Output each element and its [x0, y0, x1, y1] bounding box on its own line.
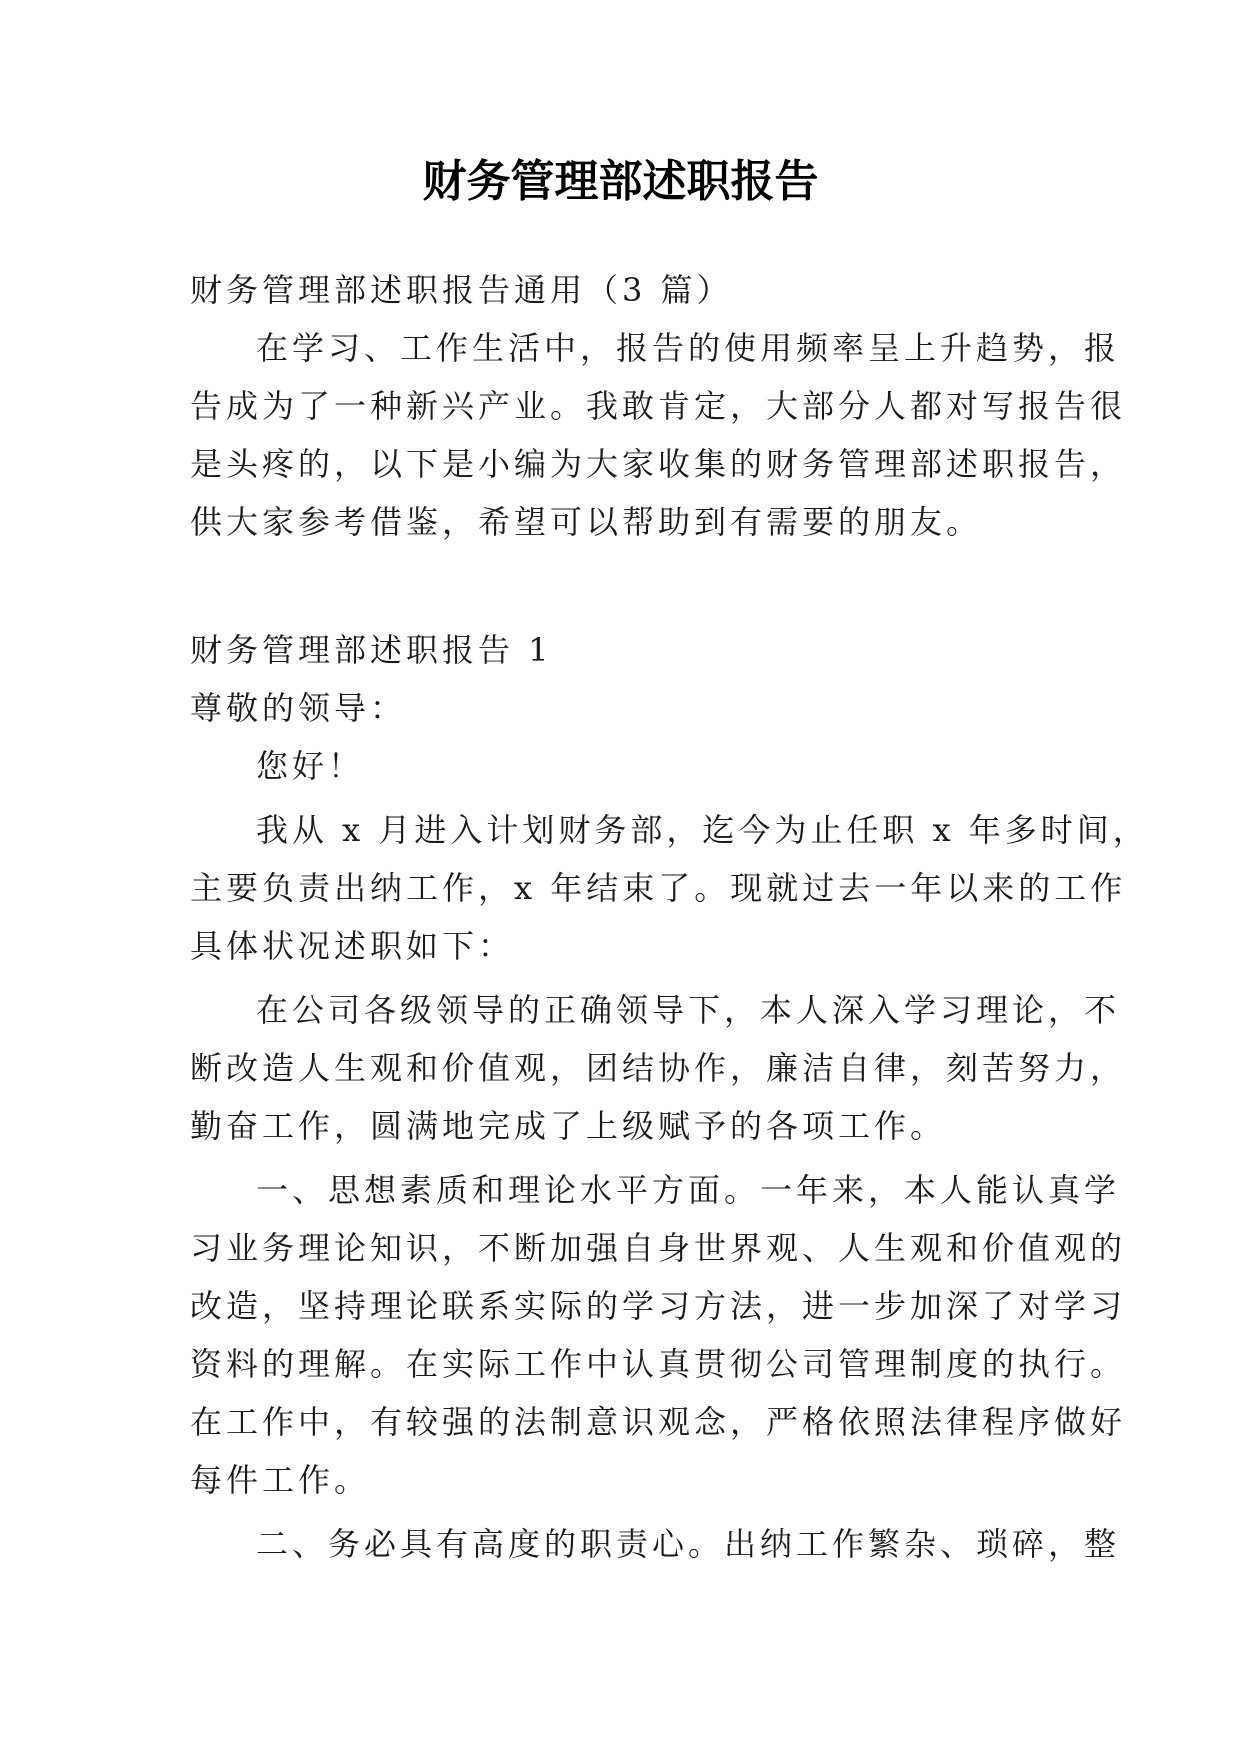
paragraph-line: 资料的理解。在实际工作中认真贯彻公司管理制度的执行。	[190, 1345, 1127, 1383]
paragraph-line: 在公司各级领导的正确领导下，本人深入学习理论，不	[256, 991, 1121, 1029]
paragraph-line: 具体状况述职如下：	[190, 927, 515, 965]
paragraph-line: 在工作中，有较强的法制意识观念，严格依照法律程序做好	[190, 1403, 1127, 1441]
subtitle-line: 财务管理部述职报告通用（3 篇）	[190, 271, 733, 309]
paragraph-line: 告成为了一种新兴产业。我敢肯定，大部分人都对写报告很	[190, 387, 1127, 425]
paragraph-line: 在学习、工作生活中，报告的使用频率呈上升趋势，报	[256, 329, 1121, 367]
paragraph-line: 改造，坚持理论联系实际的学习方法，进一步加深了对学习	[190, 1287, 1127, 1325]
paragraph-line: 我从 x 月进入计划财务部，迄今为止任职 x 年多时间，	[256, 811, 1149, 849]
paragraph-line: 一、思想素质和理论水平方面。一年来，本人能认真学	[256, 1171, 1121, 1209]
paragraph-line: 是头疼的，以下是小编为大家收集的财务管理部述职报告，	[190, 445, 1127, 483]
salutation: 尊敬的领导：	[190, 689, 407, 727]
paragraph-line: 主要负责出纳工作，x 年结束了。现就过去一年以来的工作	[190, 869, 1127, 907]
paragraph-line: 勤奋工作，圆满地完成了上级赋予的各项工作。	[190, 1107, 947, 1145]
section-heading: 财务管理部述职报告 1	[190, 631, 553, 669]
paragraph-line: 供大家参考借鉴，希望可以帮助到有需要的朋友。	[190, 503, 983, 541]
paragraph-line: 每件工作。	[190, 1461, 371, 1499]
greeting: 您好！	[256, 747, 365, 785]
paragraph-line: 习业务理论知识，不断加强自身世界观、人生观和价值观的	[190, 1229, 1127, 1267]
document-title: 财务管理部述职报告	[422, 156, 819, 207]
paragraph-line: 二、务必具有高度的职责心。出纳工作繁杂、琐碎，整	[256, 1525, 1121, 1563]
paragraph-line: 断改造人生观和价值观，团结协作，廉洁自律，刻苦努力，	[190, 1049, 1127, 1087]
